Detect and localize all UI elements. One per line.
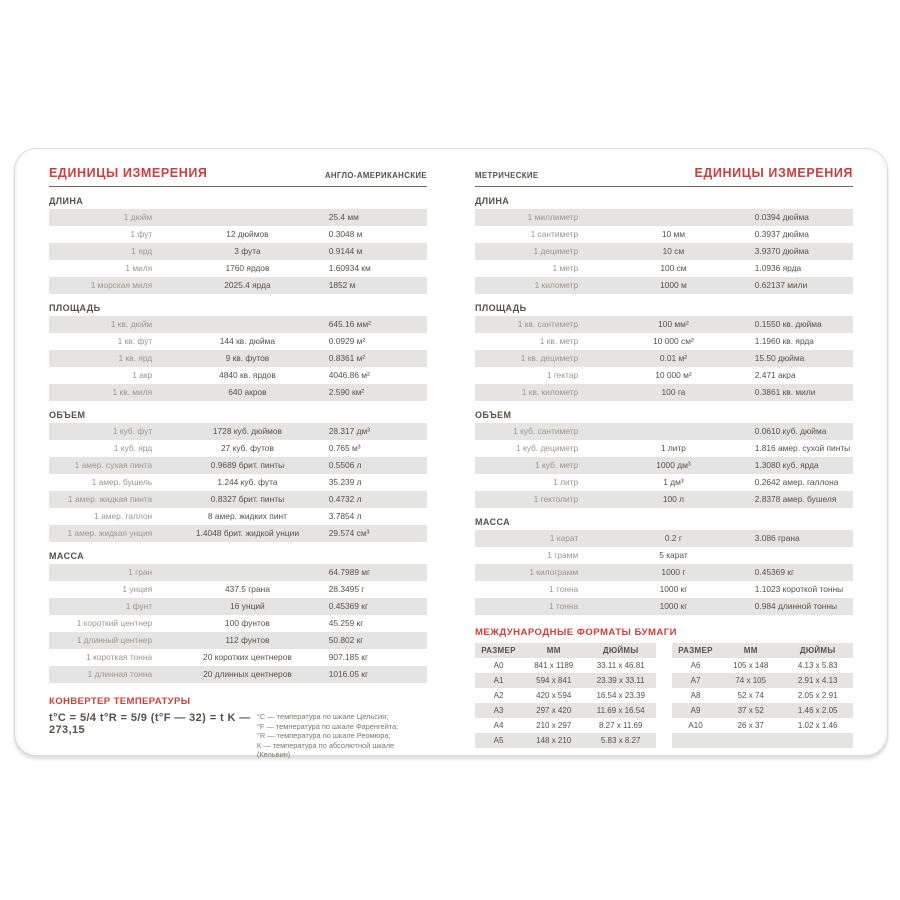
- table-cell: 1016.05 кг: [328, 669, 369, 679]
- table-cell: 15.50 дюйма: [754, 353, 805, 363]
- table-row: [475, 226, 853, 243]
- table-cell: 1 километр: [534, 280, 579, 290]
- table-cell: 1 куб. фут: [112, 426, 153, 436]
- table-row: [49, 474, 427, 491]
- table-cell: 1 кв. дюйм: [110, 319, 153, 329]
- paper-table-row: [672, 718, 853, 733]
- table-row: [49, 564, 427, 581]
- paper-table-row: [475, 718, 656, 733]
- table-cell: 1 кв. ярд: [118, 353, 153, 363]
- table-cell: 2.8378 амер. бушеля: [754, 494, 837, 504]
- header-rule: [49, 186, 427, 187]
- table-cell: 28.317 дм³: [328, 426, 371, 436]
- unit-sections-left: [49, 196, 427, 683]
- temperature-legend-line: °R — температура по шкале Реомюра;: [256, 731, 391, 740]
- unit-section: [475, 517, 853, 615]
- table-cell: 1852 м: [328, 280, 356, 290]
- table-row: [49, 367, 427, 384]
- paper-table-cell: 16.54 x 23.39: [596, 691, 645, 700]
- paper-header-cell: ДЮЙМЫ: [799, 646, 836, 655]
- table-row: [475, 547, 853, 564]
- table-cell: 907.185 кг: [328, 652, 369, 662]
- table-cell: 1 фунт: [125, 601, 153, 611]
- paper-header-cell: ММ: [743, 646, 758, 655]
- table-row: [475, 350, 853, 367]
- table-cell: 1 дм³: [663, 477, 684, 487]
- table-row: [49, 277, 427, 294]
- table-cell: 1 кв. метр: [539, 336, 579, 346]
- paper-table-cell: A7: [690, 676, 701, 685]
- section-title: ПЛОЩАДЬ: [475, 303, 527, 313]
- table-cell: 1000 дм³: [656, 460, 691, 470]
- table-cell: 100 мм²: [658, 319, 689, 329]
- page-title: ЕДИНИЦЫ ИЗМЕРЕНИЯ: [694, 166, 853, 180]
- table-row: [475, 277, 853, 294]
- section-title: ОБЪЕМ: [49, 410, 86, 420]
- paper-formats-section: [475, 627, 853, 748]
- paper-table-cell: A3: [493, 706, 504, 715]
- table-row: [475, 440, 853, 457]
- table-cell: 0.62137 мили: [754, 280, 808, 290]
- table-row: [49, 440, 427, 457]
- paper-table-row: [475, 673, 656, 688]
- table-cell: 5 карат: [659, 550, 688, 560]
- table-cell: 1 литр: [660, 443, 686, 453]
- table-cell: 1 кв. дециметр: [520, 353, 579, 363]
- table-cell: 0.45369 кг: [754, 567, 795, 577]
- paper-table-row: [672, 703, 853, 718]
- table-cell: 112 фунтов: [225, 635, 270, 645]
- page-title: ЕДИНИЦЫ ИЗМЕРЕНИЯ: [49, 166, 208, 180]
- table-cell: 12 дюймов: [226, 229, 269, 239]
- table-cell: 1 дециметр: [533, 246, 579, 256]
- table-cell: 1 унция: [122, 584, 153, 594]
- table-cell: 0.3861 кв. мили: [754, 387, 816, 397]
- table-cell: 1 гектар: [546, 370, 579, 380]
- table-cell: [166, 209, 329, 226]
- table-row: [475, 260, 853, 277]
- unit-section: [49, 303, 427, 401]
- paper-table-cell: 8.27 x 11.69: [598, 721, 643, 730]
- table-cell: 1 дюйм: [123, 212, 153, 222]
- table-cell: 0.984 длинной тонны: [754, 601, 838, 611]
- table-cell: 10 000 см²: [653, 336, 694, 346]
- table-cell: 25.4 мм: [328, 212, 359, 222]
- header-rule: [475, 186, 853, 187]
- table-cell: 1 короткая тонна: [86, 652, 153, 662]
- table-cell: 1 карат: [549, 533, 579, 543]
- table-cell: 3.9370 дюйма: [754, 246, 809, 256]
- table-cell: [592, 209, 755, 226]
- paper-table-cell: 594 x 841: [536, 676, 572, 685]
- table-cell: 1000 г: [661, 567, 686, 577]
- table-cell: 1000 м: [660, 280, 687, 290]
- table-cell: 4840 кв. ярдов: [219, 370, 276, 380]
- table-cell: 0.9144 м: [328, 246, 363, 256]
- table-cell: 1 кв. километр: [521, 387, 579, 397]
- table-cell: 0.765 м³: [328, 443, 361, 453]
- table-cell: 1.0936 ярда: [754, 263, 802, 273]
- table-cell: 1.1023 короткой тонны: [754, 584, 844, 594]
- paper-table-row: [475, 703, 656, 718]
- table-cell: 64.7989 мг: [328, 567, 371, 577]
- table-cell: 100 л: [662, 494, 685, 504]
- table-cell: 35.239 л: [328, 477, 362, 487]
- unit-section: [49, 410, 427, 542]
- table-cell: 1 метр: [552, 263, 579, 273]
- table-cell: 1000 кг: [659, 584, 688, 594]
- paper-table-cell: A9: [690, 706, 701, 715]
- table-cell: 45.259 кг: [328, 618, 364, 628]
- table-row: [475, 367, 853, 384]
- paper-table-cell: 2.05 x 2.91: [797, 691, 838, 700]
- table-cell: 0.8327 брит. пинты: [210, 494, 285, 504]
- table-cell: 0.2 г: [664, 533, 682, 543]
- table-cell: 1000 кг: [659, 601, 688, 611]
- paper-table-row: [672, 688, 853, 703]
- paper-table-cell: A6: [690, 661, 701, 670]
- temperature-legend-line: °F — температура по шкале Фаренгейта;: [256, 721, 399, 731]
- section-title: ДЛИНА: [475, 196, 510, 206]
- table-row: [49, 525, 427, 542]
- table-row: [49, 598, 427, 615]
- table-cell: 1 гран: [128, 567, 153, 577]
- table-cell: 1728 куб. дюймов: [212, 426, 283, 436]
- paper-table-cell: 23.39 x 33.11: [596, 676, 645, 685]
- paper-table-cell: 105 x 148: [733, 661, 769, 670]
- table-row: [475, 581, 853, 598]
- unit-section: [475, 303, 853, 401]
- table-row: [475, 491, 853, 508]
- table-cell: 1 амер. жидкая пинта: [68, 494, 153, 504]
- table-cell: 1 грамм: [547, 550, 579, 560]
- table-row: [475, 530, 853, 547]
- table-cell: 100 га: [661, 387, 686, 397]
- paper-table-cell: A10: [688, 721, 703, 730]
- table-row: [49, 209, 427, 226]
- paper-formats-tables: [475, 643, 853, 748]
- table-cell: 1 куб. дециметр: [516, 443, 579, 453]
- table-cell: 27 куб. футов: [220, 443, 274, 453]
- unit-section: [49, 551, 427, 683]
- table-cell: 0.0394 дюйма: [754, 212, 809, 222]
- table-cell: 437.5 грана: [224, 584, 270, 594]
- table-cell: 100 см: [660, 263, 687, 273]
- table-cell: 1 кв. фут: [117, 336, 153, 346]
- paper-table-row: [475, 688, 656, 703]
- paper-table-cell: 1.02 x 1.46: [797, 721, 838, 730]
- table-row: [475, 564, 853, 581]
- unit-section: [475, 196, 853, 294]
- page-left: [15, 149, 451, 759]
- paper-table-cell: 148 x 210: [536, 736, 572, 745]
- paper-header-cell: РАЗМЕР: [481, 646, 516, 655]
- table-cell: 2.471 акра: [754, 370, 796, 380]
- paper-table-cell: 33.11 x 46.81: [596, 661, 645, 670]
- paper-header-cell: РАЗМЕР: [678, 646, 713, 655]
- paper-table-cell: 420 x 594: [536, 691, 572, 700]
- table-cell: 28.3495 г: [328, 584, 365, 594]
- table-cell: 1.4048 брит. жидкой унции: [195, 528, 300, 538]
- table-row: [49, 333, 427, 350]
- table-cell: 1 миля: [125, 263, 153, 273]
- table-cell: 1 гектолитр: [533, 494, 579, 504]
- table-row: [475, 457, 853, 474]
- table-cell: [755, 547, 853, 564]
- paper-table-header-row: [475, 643, 656, 658]
- paper-table-cell: A0: [493, 661, 504, 670]
- paper-formats-table-a6-a10: [672, 643, 853, 748]
- paper-table-cell: [719, 733, 782, 748]
- paper-table-header-row: [672, 643, 853, 658]
- paper-table-row: [475, 658, 656, 673]
- table-cell: [592, 423, 755, 440]
- temperature-legend-line: °C — температура по шкале Цельсия;: [256, 712, 389, 721]
- table-cell: 1.816 амер. сухой пинты: [754, 443, 851, 453]
- table-row: [475, 243, 853, 260]
- paper-header-cell: ММ: [546, 646, 561, 655]
- paper-table-cell: 26 x 37: [737, 721, 764, 730]
- table-cell: 0.9689 брит. пинты: [210, 460, 285, 470]
- table-row: [49, 350, 427, 367]
- table-cell: 1.3080 куб. ярда: [754, 460, 819, 470]
- paper-table-cell: 4.13 x 5.83: [797, 661, 838, 670]
- table-cell: 0.3937 дюйма: [754, 229, 809, 239]
- paper-table-cell: 74 x 105: [735, 676, 767, 685]
- table-cell: 1 длинная тонна: [87, 669, 153, 679]
- paper-table-cell: A8: [690, 691, 701, 700]
- table-cell: 1 фут: [130, 229, 153, 239]
- table-cell: [166, 316, 329, 333]
- table-cell: 1 ярд: [131, 246, 153, 256]
- table-row: [49, 615, 427, 632]
- table-cell: 1.60934 км: [328, 263, 371, 273]
- paper-header-cell: ДЮЙМЫ: [602, 646, 639, 655]
- corner-label-anglo-american: АНГЛО-АМЕРИКАНСКИЕ: [324, 171, 427, 180]
- table-row: [49, 226, 427, 243]
- table-cell: 0.0610 куб. дюйма: [754, 426, 827, 436]
- table-cell: 2.590 км²: [328, 387, 365, 397]
- table-row: [49, 260, 427, 277]
- table-row: [49, 384, 427, 401]
- table-cell: 10 мм: [661, 229, 686, 239]
- paper-table-row: [475, 733, 656, 748]
- paper-table-cell: 2.91 x 4.13: [797, 676, 838, 685]
- table-cell: 16 унций: [230, 601, 265, 611]
- table-cell: 3.7854 л: [328, 511, 362, 521]
- table-row: [49, 457, 427, 474]
- table-cell: 1.1960 кв. ярда: [754, 336, 814, 346]
- paper-table-cell: A2: [493, 691, 504, 700]
- table-cell: 0.0929 м²: [328, 336, 366, 346]
- table-cell: 10 см: [662, 246, 685, 256]
- table-cell: 3.086 грана: [754, 533, 800, 543]
- table-cell: 0.5506 л: [328, 460, 362, 470]
- paper-table-row: [672, 673, 853, 688]
- table-row: [475, 598, 853, 615]
- paper-table-cell: A1: [493, 676, 504, 685]
- table-cell: 1 амер. галлон: [94, 511, 153, 521]
- temperature-formula: t°C = 5/4 t°R = 5/9 (t°F — 32) = t K — 273,15: [49, 712, 251, 736]
- table-row: [49, 632, 427, 649]
- temperature-converter: [49, 696, 427, 760]
- section-title: МАССА: [475, 517, 511, 527]
- table-cell: 1 амер. сухая пинта: [74, 460, 153, 470]
- table-row: [49, 243, 427, 260]
- table-row: [49, 491, 427, 508]
- temperature-legend-line: К — температура по абсолютной шкале (Кельвин): [256, 740, 395, 759]
- unit-sections-right: [475, 196, 853, 615]
- table-row: [49, 423, 427, 440]
- page-right: [451, 149, 887, 755]
- table-row: [475, 316, 853, 333]
- table-cell: 1 кв. сантиметр: [517, 319, 579, 329]
- table-row: [49, 316, 427, 333]
- table-cell: 10 000 м²: [655, 370, 692, 380]
- table-cell: 0.8361 м²: [328, 353, 366, 363]
- temperature-converter-body: [49, 712, 427, 760]
- table-cell: 1 тонна: [548, 601, 579, 611]
- page-left-header: [49, 162, 427, 180]
- table-row: [475, 474, 853, 491]
- paper-table-cell: 297 x 420: [536, 706, 572, 715]
- paper-table-cell: 37 x 52: [737, 706, 764, 715]
- table-cell: 9 кв. футов: [225, 353, 270, 363]
- section-title: МАССА: [49, 551, 85, 561]
- table-row: [475, 333, 853, 350]
- table-cell: 2025.4 ярда: [224, 280, 271, 290]
- table-cell: 1 килограмм: [529, 567, 579, 577]
- table-row: [49, 581, 427, 598]
- section-title: ПЛОЩАДЬ: [49, 303, 101, 313]
- table-cell: 1 куб. метр: [535, 460, 579, 470]
- table-cell: 1 амер. жидкая унция: [67, 528, 153, 538]
- table-cell: 645.16 мм²: [328, 319, 371, 329]
- table-cell: 8 амер. жидких пинт: [207, 511, 287, 521]
- table-row: [475, 384, 853, 401]
- paper-table-cell: 5.83 x 8.27: [600, 736, 641, 745]
- table-cell: 29.574 см³: [328, 528, 370, 538]
- table-cell: 0.01 м²: [659, 353, 688, 363]
- table-cell: 0.1550 кв. дюйма: [754, 319, 822, 329]
- table-row: [475, 209, 853, 226]
- table-cell: [166, 564, 329, 581]
- table-cell: 4046.86 м²: [328, 370, 370, 380]
- temperature-legend: [257, 712, 427, 760]
- table-cell: 0.4732 л: [328, 494, 362, 504]
- table-cell: 1 короткий центнер: [76, 618, 153, 628]
- table-row: [49, 649, 427, 666]
- section-title: ОБЪЕМ: [475, 410, 512, 420]
- table-row: [49, 508, 427, 525]
- table-cell: 0.2642 амер. галлона: [754, 477, 839, 487]
- section-title: ДЛИНА: [49, 196, 84, 206]
- table-cell: 20 длинных центнеров: [203, 669, 292, 679]
- page-right-header: [475, 162, 853, 180]
- table-cell: 1760 ярдов: [225, 263, 270, 273]
- table-cell: 1 амер. бушель: [91, 477, 153, 487]
- paper-table-cell: A4: [493, 721, 504, 730]
- table-row: [475, 423, 853, 440]
- paper-table-cell: 841 x 1189: [534, 661, 574, 670]
- table-cell: 1 кв. миля: [112, 387, 153, 397]
- table-cell: 1 длинный центнер: [76, 635, 153, 645]
- table-cell: 1 литр: [553, 477, 579, 487]
- paper-table-row: [672, 658, 853, 673]
- table-cell: 1 сантиметр: [530, 229, 579, 239]
- planner-reference-spread: [14, 148, 888, 759]
- paper-table-cell: [672, 733, 719, 748]
- paper-table-cell: 11.69 x 16.54: [596, 706, 645, 715]
- table-row: [49, 666, 427, 683]
- paper-table-row: [672, 733, 853, 748]
- paper-table-cell: [782, 733, 853, 748]
- table-cell: 1 куб. ярд: [113, 443, 153, 453]
- table-cell: 640 акров: [228, 387, 267, 397]
- table-cell: 50.802 кг: [328, 635, 364, 645]
- paper-formats-table-a0-a5: [475, 643, 656, 748]
- table-cell: 1 морская миля: [90, 280, 153, 290]
- table-cell: 1.244 куб. фута: [217, 477, 278, 487]
- table-cell: 100 фунтов: [225, 618, 270, 628]
- table-cell: 1 тонна: [548, 584, 579, 594]
- table-cell: 1 куб. сантиметр: [513, 426, 579, 436]
- unit-section: [475, 410, 853, 508]
- table-cell: 1 миллиметр: [527, 212, 579, 222]
- paper-table-cell: A5: [493, 736, 504, 745]
- unit-section: [49, 196, 427, 294]
- table-cell: 144 кв. дюйма: [219, 336, 276, 346]
- table-cell: 3 фута: [234, 246, 261, 256]
- paper-table-cell: 1.46 x 2.05: [797, 706, 838, 715]
- corner-label-metric: МЕТРИЧЕСКИЕ: [475, 171, 539, 180]
- temperature-converter-title: КОНВЕРТЕР ТЕМПЕРАТУРЫ: [49, 696, 191, 707]
- paper-table-cell: 52 x 74: [737, 691, 764, 700]
- paper-table-cell: 210 x 297: [536, 721, 572, 730]
- table-cell: 0.45369 кг: [328, 601, 369, 611]
- paper-formats-title: МЕЖДУНАРОДНЫЕ ФОРМАТЫ БУМАГИ: [475, 627, 677, 638]
- table-cell: 0.3048 м: [328, 229, 363, 239]
- table-cell: 1 акр: [132, 370, 153, 380]
- table-cell: 20 коротких центнеров: [203, 652, 292, 662]
